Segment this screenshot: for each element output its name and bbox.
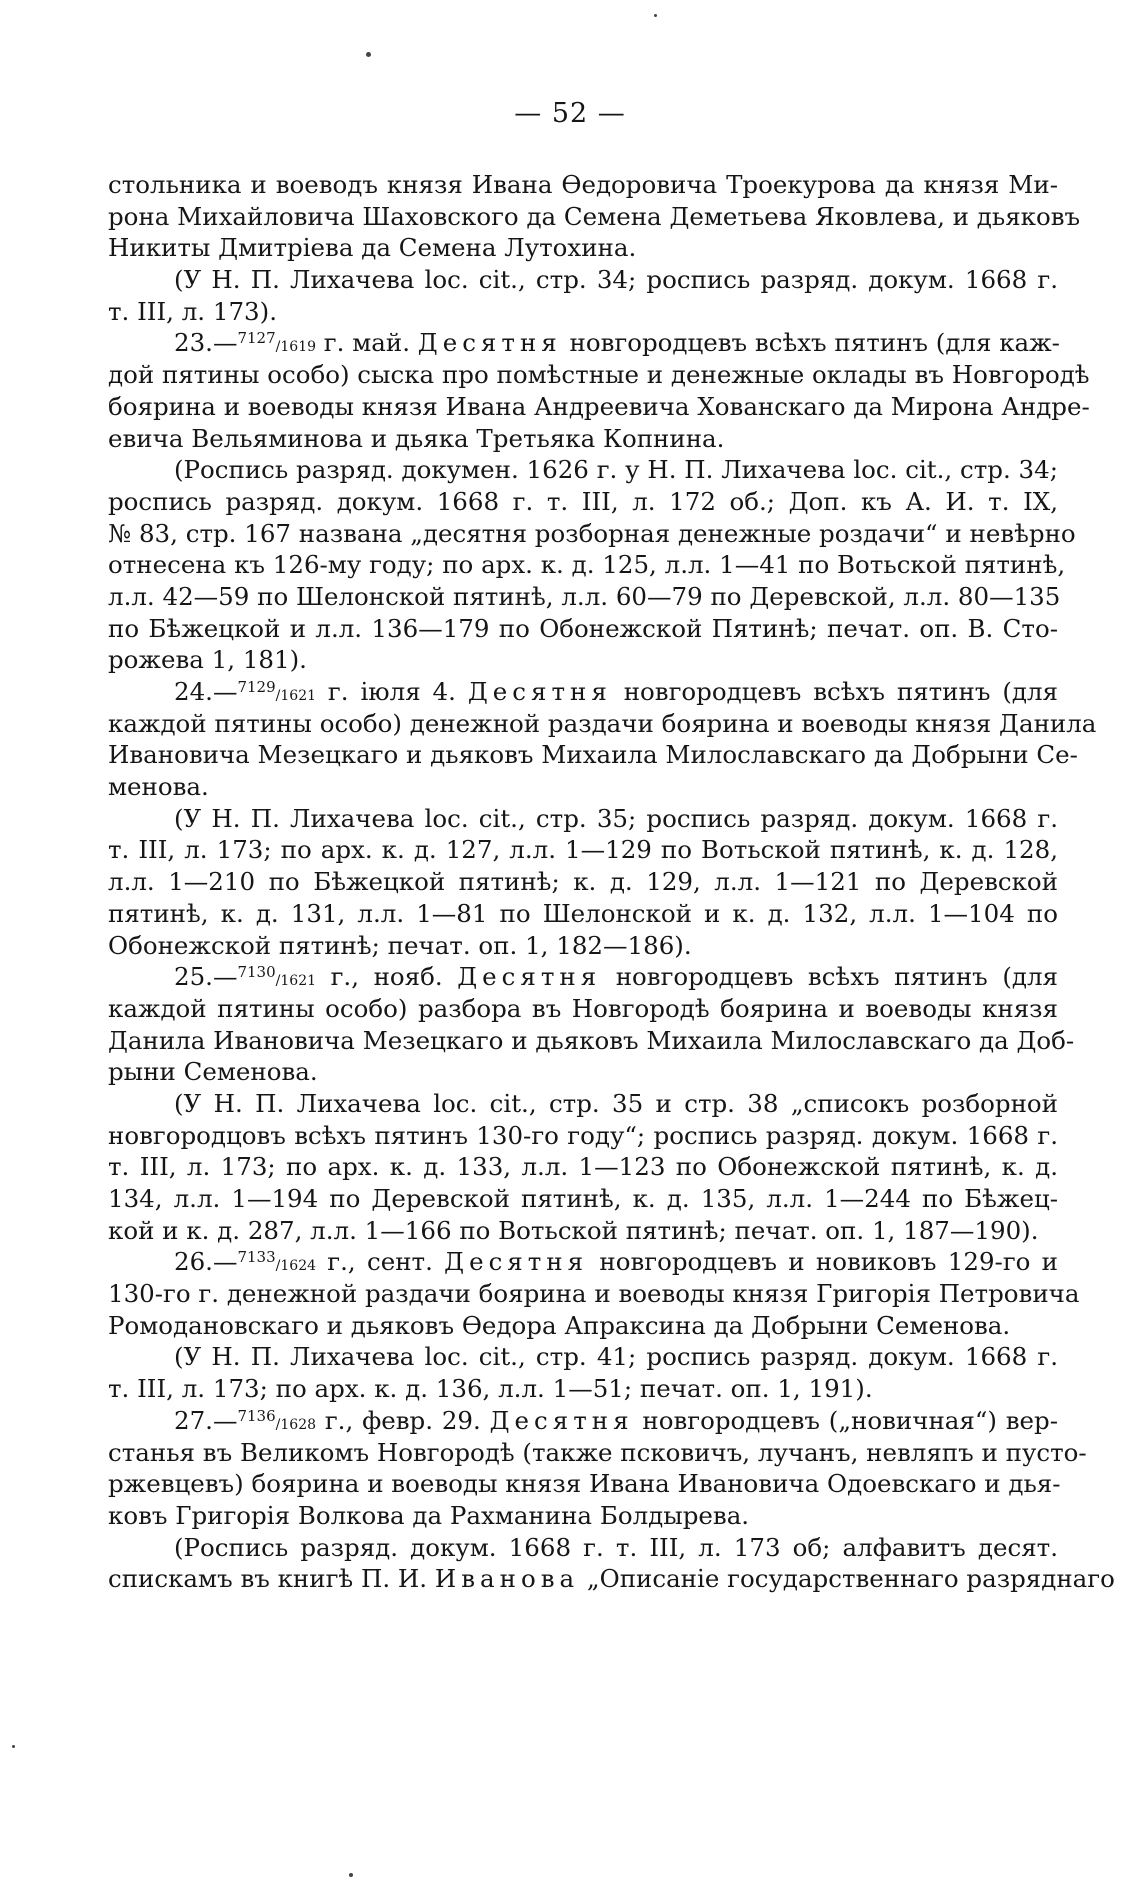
- text-line: каждой пятины особо) денежной раздачи боярина и воеводы князя Данила: [108, 708, 1097, 738]
- spaced-term: Десятня: [417, 328, 562, 358]
- text-line: т. III, л. 173; по арх. к. д. 127, л.л. 1—129 по Вотьской пятинѣ, к. д. 128,: [108, 835, 1058, 865]
- entry-27-heading: [108, 1405, 1058, 1437]
- text-line: евича Вельяминова и дьяка Третьяка Копнина.: [108, 423, 725, 453]
- text-line: менова.: [108, 772, 209, 802]
- entry-date: г., февр. 29.: [316, 1405, 490, 1435]
- text-line: рона Михайловича Шаховского да Семена Деметьева Яковлева, и дьяковъ: [108, 201, 1081, 231]
- entry-25-heading: [108, 961, 1058, 993]
- text-line: каждой пятины особо) разбора въ Новгородѣ боярина и воеводы князя: [108, 993, 1058, 1023]
- scan-speck: [654, 14, 657, 17]
- page-body: [108, 169, 1115, 1595]
- year-fraction-top: 7136: [237, 1406, 276, 1425]
- entry-number: 25.—: [174, 962, 238, 992]
- text-line: Данила Ивановича Мезецкаго и дьяковъ Михаила Милославскаго да Доб-: [108, 1025, 1075, 1055]
- year-fraction-bottom: /1619: [275, 339, 317, 356]
- year-fraction-top: 7127: [237, 329, 276, 348]
- spaced-author: Иванова: [434, 1564, 580, 1594]
- spaced-term: Десятня: [444, 1247, 589, 1277]
- text-line-last: [108, 1563, 1115, 1595]
- text-line: (Роспись разряд. докумен. 1626 г. у Н. П. Лихачева loc. cit., стр. 34;: [174, 455, 1058, 485]
- text-line: т. III, л. 173; по арх. к. д. 133, л.л. 1—123 по Обонежской пятинѣ, к. д.: [108, 1152, 1058, 1182]
- scan-speck: [12, 1745, 15, 1748]
- entry-text: новгородцевъ всѣхъ пятинъ (для: [611, 677, 1058, 706]
- text-line: № 83, стр. 167 названа „десятня розборная денежные роздачи“ и невѣрно: [108, 518, 1076, 548]
- text-line: станья въ Великомъ Новгородѣ (также псковичъ, лучанъ, невляпъ и пусто-: [108, 1437, 1087, 1467]
- text-line: Ромодановскаго и дьяковъ Ѳедора Апраксина да Добрыни Семенова.: [108, 1310, 1011, 1340]
- text-line: кой и к. д. 287, л.л. 1—166 по Вотьской пятинѣ; печат. оп. 1, 187—190).: [108, 1215, 1039, 1245]
- year-fraction-top: 7133: [237, 1248, 276, 1267]
- text-line: рожева 1, 181).: [108, 645, 307, 675]
- entry-24-heading: [108, 676, 1058, 708]
- scan-speck: [366, 52, 371, 57]
- entry-number: 24.—: [174, 677, 238, 706]
- line-text: спискамъ въ книгѣ П. И.: [108, 1564, 435, 1594]
- entry-date: г. май.: [316, 328, 418, 358]
- spaced-term: Десятня: [489, 1405, 634, 1435]
- entry-text: новгородцевъ всѣхъ пятинъ (для: [601, 962, 1058, 992]
- year-fraction-bottom: /1621: [275, 688, 317, 704]
- entry-text: новгородцевъ („новичная“) вер-: [633, 1405, 1058, 1435]
- text-line: л.л. 1—210 по Бѣжецкой пятинѣ; к. д. 129, л.л. 1—121 по Деревской: [108, 867, 1058, 897]
- entry-date: г. іюля 4.: [316, 677, 468, 706]
- text-line: ковъ Григорія Волкова да Рахманина Болдырева.: [108, 1500, 750, 1530]
- text-line: л.л. 42—59 по Шелонской пятинѣ, л.л. 60—79 по Деревской, л.л. 80—135: [108, 581, 1061, 611]
- year-fraction-top: 7130: [237, 963, 276, 982]
- entry-23-heading: [108, 327, 1058, 359]
- text-line: стольника и воеводъ князя Ивана Ѳедоровича Троекурова да князя Ми-: [108, 170, 1058, 199]
- text-line: Ивановича Мезецкаго и дьяковъ Михаила Милославскаго да Добрыни Се-: [108, 740, 1078, 770]
- text-line: (У Н. П. Лихачева loc. cit., стр. 35; роспись разряд. докум. 1668 г.: [174, 803, 1058, 833]
- spaced-term: Десятня: [457, 962, 602, 992]
- text-line: Никиты Дмитріева да Семена Лутохина.: [108, 233, 637, 263]
- text-line: отнесена къ 126-му году; по арх. к. д. 125, л.л. 1—41 по Вотьской пятинѣ,: [108, 550, 1066, 580]
- entry-number: 27.—: [174, 1405, 238, 1435]
- text-line: новгородцовъ всѣхъ пятинъ 130-го году“; роспись разряд. докум. 1668 г.: [108, 1120, 1058, 1150]
- entry-date: г., сент.: [316, 1247, 445, 1277]
- text-line: ржевцевъ) боярина и воеводы князя Ивана Ивановича Одоевскаго и дья-: [108, 1469, 1061, 1499]
- text-line: роспись разряд. докум. 1668 г. т. III, л. 172 об.; Доп. къ А. И. т. IX,: [108, 486, 1058, 516]
- entry-number: 26.—: [174, 1247, 238, 1277]
- entry-text: новгородцевъ и новиковъ 129-го и: [588, 1247, 1059, 1277]
- text-line: боярина и воеводы князя Ивана Андреевича Хованскаго да Мирона Андре-: [108, 391, 1090, 421]
- text-line: т. III, л. 173).: [108, 296, 277, 326]
- text-line: Обонежской пятинѣ; печат. оп. 1, 182—186).: [108, 930, 692, 960]
- text-line: рыни Семенова.: [108, 1057, 318, 1087]
- scan-speck: [349, 1873, 353, 1877]
- year-fraction-top: 7129: [237, 678, 276, 696]
- text-line: 134, л.л. 1—194 по Деревской пятинѣ, к. д. 135, л.л. 1—244 по Бѣжец-: [108, 1184, 1058, 1213]
- entry-number: 23.—: [174, 328, 238, 358]
- spaced-term: Десятня: [467, 677, 612, 706]
- year-fraction-bottom: /1621: [275, 973, 317, 990]
- text-line: (У Н. П. Лихачева loc. cit., стр. 41; роспись разряд. докум. 1668 г.: [174, 1342, 1058, 1372]
- text-line: пятинѣ, к. д. 131, л.л. 1—81 по Шелонской и к. д. 132, л.л. 1—104 по: [108, 898, 1058, 928]
- text-line: (Роспись разряд. докум. 1668 г. т. III, л. 173 об; алфавитъ десят.: [174, 1532, 1058, 1562]
- text-line: т. III, л. 173; по арх. к. д. 136, л.л. 1—51; печат. оп. 1, 191).: [108, 1374, 873, 1404]
- year-fraction-bottom: /1624: [275, 1258, 317, 1275]
- text-line: (У Н. П. Лихачева loc. cit., стр. 35 и стр. 38 „списокъ розборной: [174, 1088, 1058, 1118]
- text-line: 130-го г. денежной раздачи боярина и воеводы князя Григорія Петровича: [108, 1279, 1080, 1309]
- line-text: „Описаніе государственнаго разряднаго: [579, 1564, 1115, 1594]
- year-fraction-bottom: /1628: [275, 1416, 317, 1433]
- text-line: (У Н. П. Лихачева loc. cit., стр. 34; роспись разряд. докум. 1668 г.: [174, 265, 1058, 295]
- page-number: — 52 —: [514, 98, 626, 129]
- entry-26-heading: [108, 1246, 1058, 1278]
- text-line: дой пятины особо) сыска про помѣстные и денежные оклады въ Новгородѣ: [108, 360, 1090, 390]
- entry-text: новгородцевъ всѣхъ пятинъ (для каж-: [561, 328, 1060, 358]
- text-line: по Бѣжецкой и л.л. 136—179 по Обонежской Пятинѣ; печат. оп. В. Сто-: [108, 613, 1058, 643]
- entry-date: г., нояб.: [316, 962, 458, 992]
